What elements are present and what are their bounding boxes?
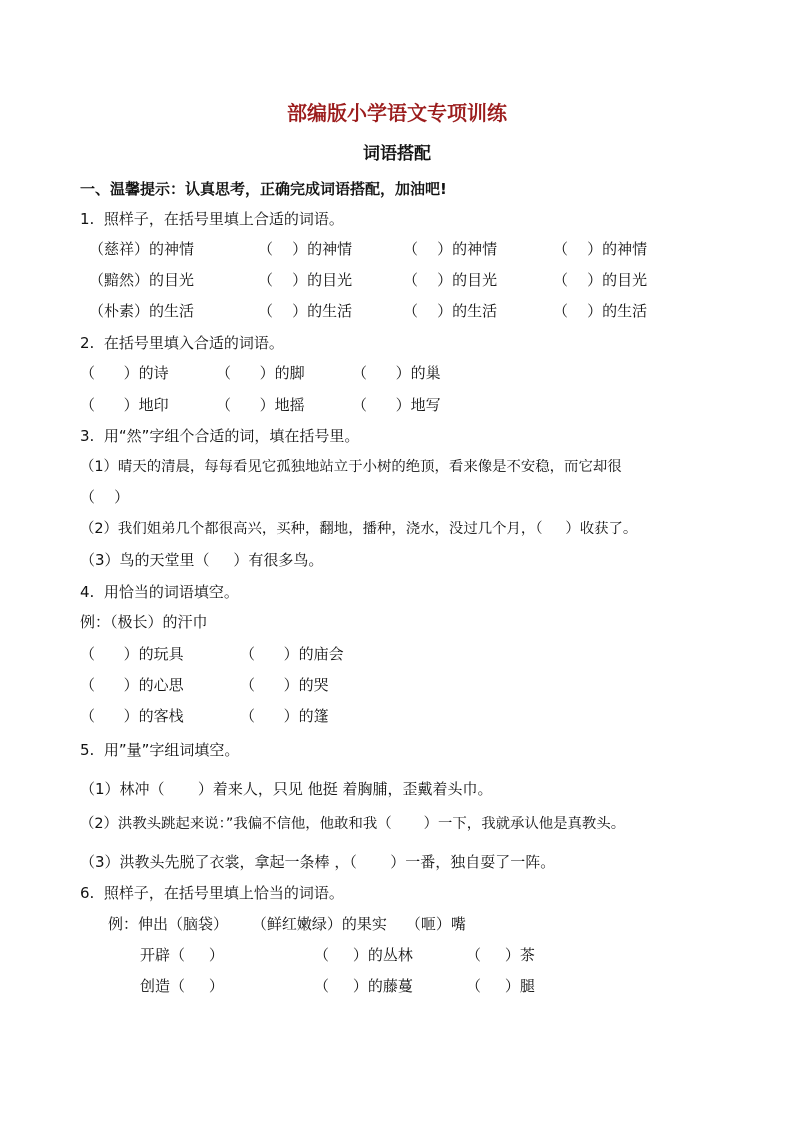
q4-item: （ ）的哭 [240, 676, 329, 694]
q3-sentence-3: （3）鸟的天堂里（ ）有很多鸟。 [80, 551, 324, 569]
q3-sentence-2: （2）我们姐弟几个都很高兴，买种，翻地，播种，浇水，没过几个月，（ ）收获了。 [80, 521, 638, 537]
q6-item: （ ）茶 [466, 946, 535, 964]
question-5-heading: 5. 用”量”字组词填空。 [80, 741, 240, 759]
q5-sentence-2: （2）洪教头跳起来说：”我偏不信他，他敢和我（ ）一下，我就承认他是真教头。 [80, 816, 626, 832]
page-subtitle: 词语搭配 [363, 144, 431, 164]
q2-item: （ ）地印 [80, 396, 169, 414]
q2-item: （ ）的巢 [352, 364, 441, 382]
q2-item: （ ）的诗 [80, 364, 169, 382]
q6-item: 开辟（ ） [140, 946, 224, 964]
q4-item: （ ）的玩具 [80, 645, 184, 663]
q1-item: （朴素）的生活 [89, 302, 195, 320]
q1-item: （ ）的目光 [403, 271, 498, 289]
intro-tip: 一、温馨提示：认真思考，正确完成词语搭配，加油吧! [80, 180, 447, 198]
q2-item: （ ）地摇 [216, 396, 305, 414]
question-2-heading: 2. 在括号里填入合适的词语。 [80, 334, 284, 352]
q1-item: （ ）的神情 [258, 240, 353, 258]
q6-example: 例：伸出（脑袋） （鲜红嫩绿）的果实 （咂）嘴 [108, 915, 466, 933]
q6-item: （ ）的丛林 [314, 946, 413, 964]
q4-item: （ ）的篷 [240, 707, 329, 725]
q5-sentence-1: （1）林冲（ ）着来人，只见 他挺 着胸脯，歪戴着头巾。 [80, 780, 493, 798]
q1-item: （黯然）的目光 [89, 271, 195, 289]
question-4-heading: 4. 用恰当的词语填空。 [80, 583, 239, 601]
q3-sentence-1-blank: （ ） [80, 488, 130, 506]
question-3-heading: 3. 用“然”字组个合适的词，填在括号里。 [80, 427, 360, 445]
q1-item: （ ）的神情 [553, 240, 648, 258]
q3-sentence-1: （1）晴天的清晨，每每看见它孤独地站立于小树的绝顶，看来像是不安稳，而它却很 [80, 459, 622, 475]
q5-sentence-3: （3）洪教头先脱了衣裳，拿起一条棒 ，（ ）一番，独自耍了一阵。 [80, 853, 556, 871]
question-1-heading: 1. 照样子，在括号里填上合适的词语。 [80, 210, 344, 228]
page-title: 部编版小学语文专项训练 [287, 101, 507, 125]
q2-item: （ ）的脚 [216, 364, 305, 382]
question-6-heading: 6. 照样子，在括号里填上恰当的词语。 [80, 884, 344, 902]
q4-example: 例：（极长）的汗巾 [80, 613, 208, 631]
q6-item: （ ）的藤蔓 [314, 977, 413, 995]
q4-item: （ ）的客栈 [80, 707, 184, 725]
q4-item: （ ）的庙会 [240, 645, 344, 663]
q1-item: （ ）的神情 [403, 240, 498, 258]
q6-item: （ ）腿 [466, 977, 535, 995]
q1-item: （ ）的生活 [553, 302, 648, 320]
q1-item: （ ）的生活 [403, 302, 498, 320]
q1-item: （慈祥）的神情 [89, 240, 195, 258]
q2-item: （ ）地写 [352, 396, 441, 414]
q1-item: （ ）的生活 [258, 302, 353, 320]
q4-item: （ ）的心思 [80, 676, 184, 694]
q1-item: （ ）的目光 [553, 271, 648, 289]
q6-item: 创造（ ） [140, 977, 224, 995]
q1-item: （ ）的目光 [258, 271, 353, 289]
